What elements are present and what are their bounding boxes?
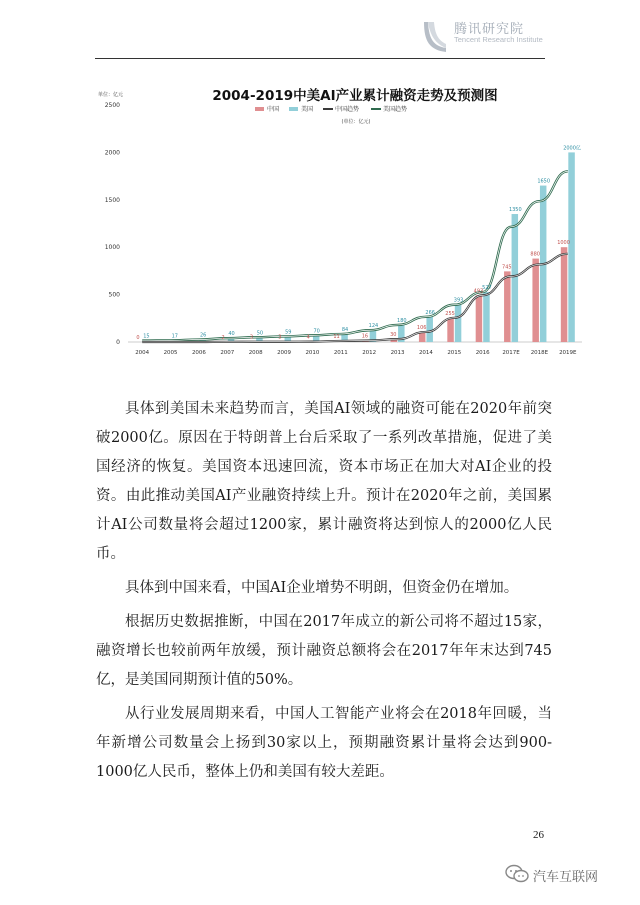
paragraph: 从行业发展周期来看，中国人工智能产业将会在2018年回暖，当年新增公司数量会上扬到30家以上，预期融资累计量将会达到900-1000亿人民币，整体上仍和美国有较大差距。 bbox=[96, 706, 552, 780]
data-label-china: 11 bbox=[333, 333, 340, 340]
bar-china bbox=[447, 318, 454, 342]
trend-line-usa bbox=[142, 171, 568, 340]
bar-usa bbox=[455, 305, 462, 342]
x-tick-label: 2004 bbox=[135, 350, 150, 356]
chart-subtitle: (单位：亿元) bbox=[341, 119, 371, 125]
y-tick-label: 500 bbox=[108, 291, 120, 299]
data-label-usa: 1350 bbox=[508, 207, 522, 214]
x-tick-label: 2008 bbox=[248, 350, 263, 356]
data-label-usa: 527 bbox=[482, 285, 492, 292]
data-label-usa: 70 bbox=[313, 328, 320, 335]
legend-label: 美国趋势 bbox=[383, 106, 408, 113]
data-label-china: 2 bbox=[221, 334, 225, 341]
data-label-usa: 50 bbox=[256, 330, 264, 337]
chart-title: 2004-2019中美AI产业累计融资走势及预测图 bbox=[212, 88, 498, 104]
data-label-usa: 1650 bbox=[537, 178, 551, 185]
data-label-usa: 2000亿 bbox=[563, 145, 581, 152]
data-label-usa: 15 bbox=[143, 333, 150, 340]
data-label-china: 3 bbox=[249, 334, 254, 341]
legend-swatch bbox=[289, 107, 298, 111]
bar-usa bbox=[483, 292, 490, 342]
data-label-usa: 124 bbox=[368, 323, 379, 330]
y-tick-label: 2500 bbox=[104, 102, 120, 109]
x-tick-label: 2014 bbox=[418, 350, 433, 356]
data-label-china: 106 bbox=[416, 324, 427, 331]
x-tick-label: 2016 bbox=[475, 350, 490, 356]
x-tick-label: 2009 bbox=[277, 350, 292, 356]
data-label-china: 880 bbox=[530, 251, 540, 258]
watermark-text: 汽车互联网 bbox=[533, 870, 599, 885]
logo-subtitle: Tencent Research Institute bbox=[454, 35, 543, 44]
x-tick-label: 2007 bbox=[220, 350, 235, 356]
data-label-usa: 266 bbox=[425, 309, 435, 316]
legend-label: 中国 bbox=[267, 106, 280, 113]
y-tick-label: 1000 bbox=[104, 244, 120, 252]
data-label-usa: 59 bbox=[285, 329, 292, 336]
paragraph: 具体到美国未来趋势而言，美国AI领域的融资可能在2020年前突破2000亿。原因在于特朗普上台后采取了一系列改革措施，促进了美国经济的恢复。美国资本迅速回流，资本市场正在加大对AI企业的投资。由此推动美国AI产业融资持续上升。预计在2020年之前，美国累计AI公司数量将会超过1200家，累计融资将达到惊人的2000亿人民币。 bbox=[96, 401, 552, 562]
chart-unit-label: 单位：亿元 bbox=[98, 92, 124, 98]
y-tick-label: 2000 bbox=[104, 149, 120, 157]
x-tick-label: 2011 bbox=[333, 350, 348, 356]
data-label-china: 4 bbox=[306, 334, 310, 341]
bar-usa bbox=[512, 214, 519, 342]
paragraph: 根据历史数据推断，中国在2017年成立的新公司将不超过15家，融资增长也较前两年放缓，预计融资总额将会在2017年年末达到745亿，是美国同期预计值的50%。 bbox=[96, 614, 552, 688]
bar-usa bbox=[426, 317, 433, 342]
header-divider bbox=[95, 58, 545, 59]
data-label-china: 493 bbox=[473, 288, 484, 295]
x-tick-label: 2017E bbox=[502, 350, 520, 356]
tencent-logo-icon bbox=[420, 18, 450, 56]
data-label-usa: 40 bbox=[228, 331, 235, 338]
data-label-usa: 26 bbox=[200, 332, 207, 339]
data-label-china: 30 bbox=[390, 332, 397, 339]
bar-china bbox=[476, 295, 483, 342]
legend-label: 美国 bbox=[301, 106, 314, 113]
legend-label: 中国趋势 bbox=[335, 106, 360, 113]
header-logo bbox=[420, 14, 560, 58]
x-tick-label: 2018E bbox=[530, 350, 549, 356]
bar-china bbox=[561, 247, 568, 342]
data-label-china: 255 bbox=[445, 310, 455, 317]
funding-chart bbox=[90, 75, 590, 365]
legend-swatch bbox=[255, 107, 264, 111]
trend-line-usa-highlight bbox=[142, 171, 568, 340]
chart-svg bbox=[90, 75, 590, 365]
bar-usa bbox=[568, 152, 575, 342]
x-tick-label: 2006 bbox=[191, 350, 206, 356]
x-tick-label: 2010 bbox=[305, 350, 320, 356]
x-tick-label: 2012 bbox=[362, 350, 377, 356]
data-label-china: 0 bbox=[136, 335, 140, 341]
y-tick-label: 1500 bbox=[104, 196, 120, 204]
data-label-usa: 393 bbox=[453, 297, 464, 304]
x-tick-label: 2013 bbox=[390, 350, 405, 356]
data-label-china: 16 bbox=[361, 333, 369, 340]
x-tick-label: 2005 bbox=[163, 350, 178, 356]
body-text bbox=[96, 395, 552, 792]
bar-china bbox=[504, 271, 511, 342]
data-label-usa: 17 bbox=[171, 333, 178, 340]
bar-china bbox=[532, 259, 539, 342]
logo-name: 腾讯研究院 bbox=[454, 22, 525, 37]
watermark bbox=[505, 862, 635, 888]
page-number: 26 bbox=[533, 829, 544, 841]
y-tick-label: 0 bbox=[116, 339, 120, 346]
wechat-icon bbox=[505, 864, 529, 884]
x-tick-label: 2015 bbox=[447, 350, 462, 356]
paragraph: 具体到中国来看，中国AI企业增势不明朗，但资金仍在增加。 bbox=[125, 580, 519, 596]
data-label-china: 3 bbox=[278, 334, 282, 341]
data-label-china: 1000 bbox=[557, 240, 570, 247]
data-label-usa: 180 bbox=[397, 317, 407, 324]
data-label-china: 745 bbox=[502, 264, 512, 271]
x-tick-label: 2019E bbox=[559, 350, 577, 356]
data-label-usa: 84 bbox=[341, 327, 349, 334]
